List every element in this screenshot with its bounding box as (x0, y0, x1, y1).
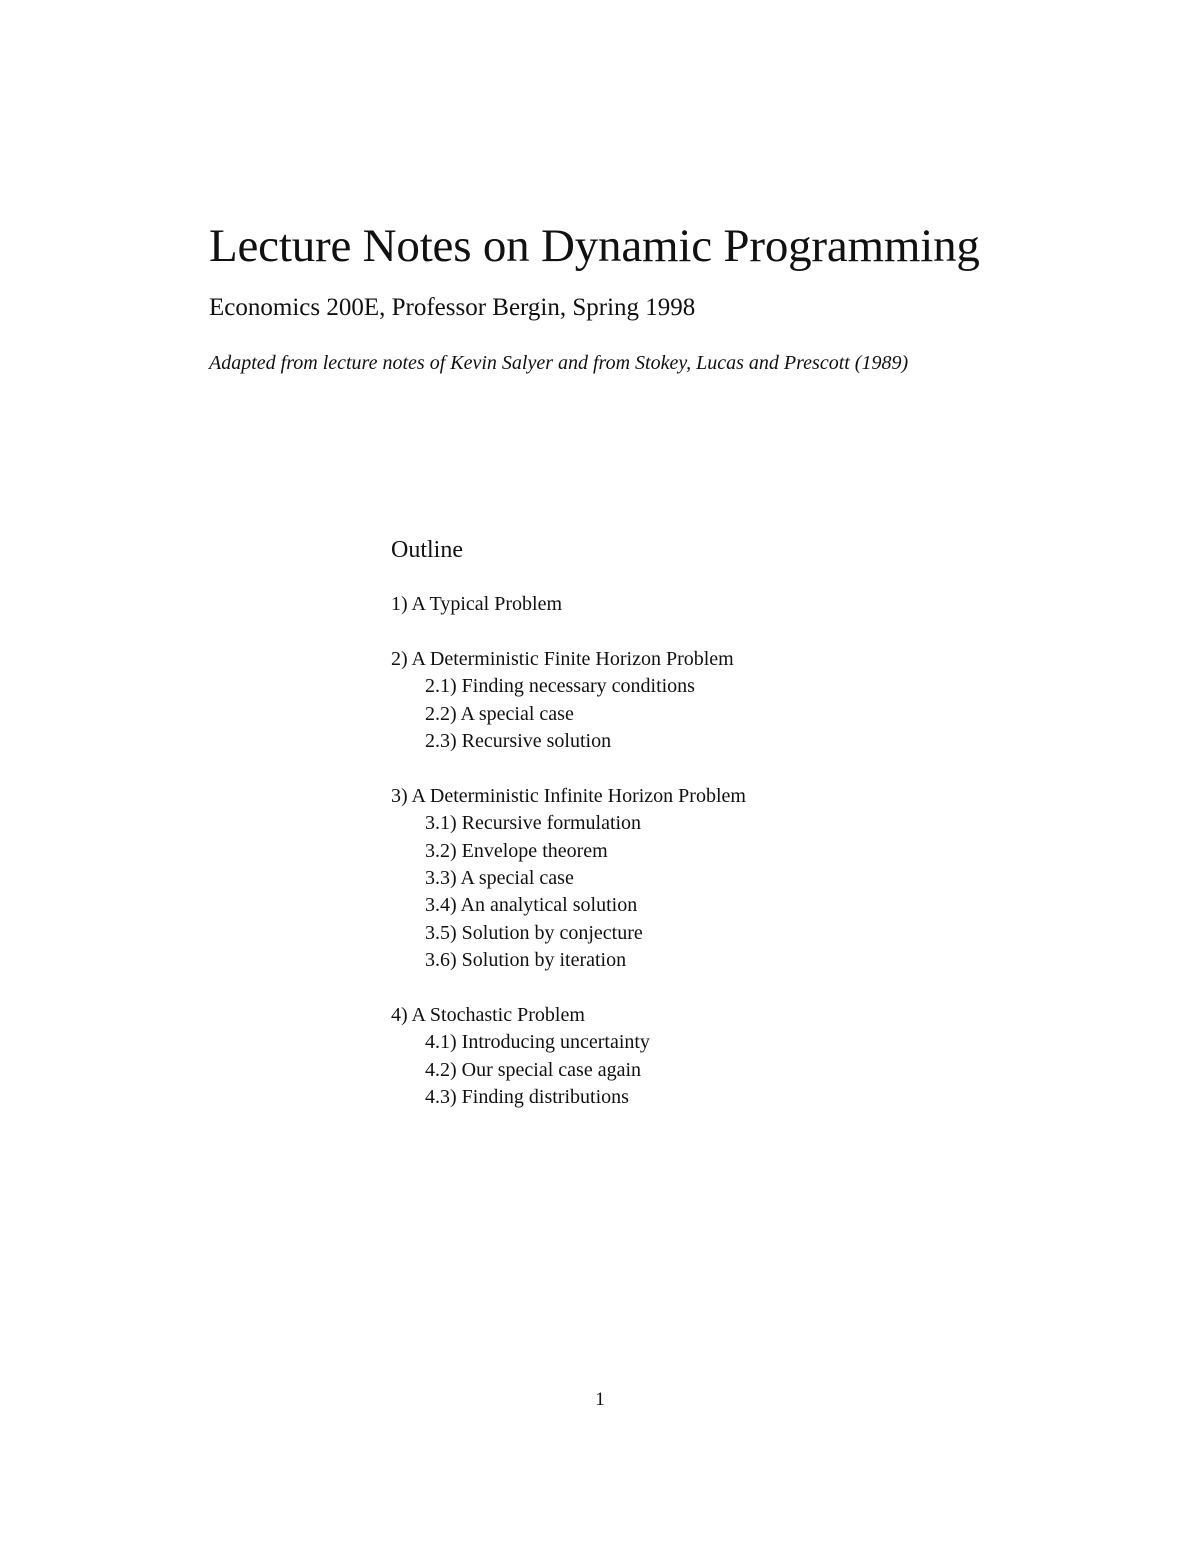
subsection-list (391, 1029, 911, 1111)
outline-heading: Outline (391, 537, 463, 563)
subsection-item: 3.3) A special case (425, 866, 574, 889)
outline (391, 535, 911, 1111)
page-number: 1 (595, 1389, 605, 1410)
subsection-item: 3.2) Envelope theorem (425, 839, 608, 862)
section-title: 2) A Deterministic Finite Horizon Problem (391, 647, 734, 670)
outline-section (391, 783, 911, 975)
section-title: 3) A Deterministic Infinite Horizon Problem (391, 784, 746, 807)
subsection-item: 4.3) Finding distributions (425, 1086, 629, 1109)
outline-section (391, 646, 911, 756)
section-title: 4) A Stochastic Problem (391, 1003, 585, 1026)
outline-list (391, 591, 911, 1111)
subsection-item: 3.1) Recursive formulation (425, 812, 642, 835)
subsection-item: 3.4) An analytical solution (425, 894, 638, 917)
section-title: 1) A Typical Problem (391, 593, 562, 615)
attribution-note: Adapted from lecture notes of Kevin Salyer and from Stokey, Lucas and Prescott (1989) (209, 352, 909, 374)
document-title: Lecture Notes on Dynamic Programming (209, 220, 980, 272)
subsection-item: 4.2) Our special case again (425, 1058, 642, 1081)
subsection-item: 3.5) Solution by conjecture (425, 921, 643, 944)
subsection-item: 2.2) A special case (425, 702, 574, 725)
subsection-list (391, 810, 911, 974)
subsection-item: 2.3) Recursive solution (425, 729, 612, 752)
subsection-list (391, 673, 911, 755)
course-subtitle: Economics 200E, Professor Bergin, Spring 1998 (209, 294, 696, 321)
subsection-item: 4.1) Introducing uncertainty (425, 1031, 650, 1054)
outline-section (391, 591, 911, 618)
subsection-item: 2.1) Finding necessary conditions (425, 675, 695, 698)
outline-section (391, 1002, 911, 1112)
subsection-item: 3.6) Solution by iteration (425, 949, 627, 972)
